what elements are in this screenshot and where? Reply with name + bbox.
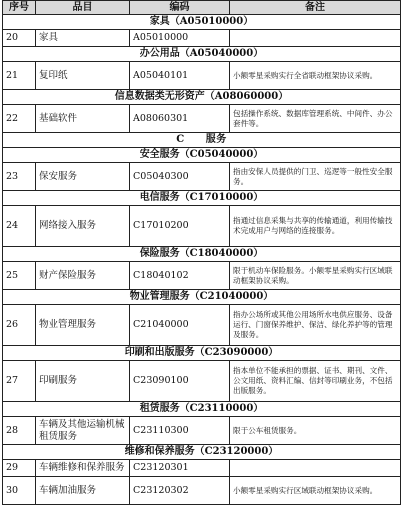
row-no: 21 <box>3 62 36 90</box>
row-item: 家具 <box>36 30 130 47</box>
section-row <box>3 346 401 361</box>
procurement-catalog-table <box>2 0 401 505</box>
row-no: 25 <box>3 262 36 290</box>
row-no: 23 <box>3 163 36 191</box>
section-row <box>3 90 401 105</box>
row-code: C23090100 <box>130 361 230 402</box>
section-row <box>3 47 401 62</box>
table-row <box>3 105 401 133</box>
row-code: C18040102 <box>130 262 230 290</box>
section-row <box>3 148 401 163</box>
row-no: 27 <box>3 361 36 402</box>
row-code: A08060301 <box>130 105 230 133</box>
header-no: 序号 <box>3 1 36 15</box>
row-item: 复印纸 <box>36 62 130 90</box>
row-note: 指通过信息采集与共享的传输通道，利用传输技术完成用户与网络的连接服务。 <box>230 206 401 247</box>
row-item: 网络接入服务 <box>36 206 130 247</box>
row-note: 指办公场所或其他公用场所水电供应服务、设备运行、门窗保养维护、保洁、绿化养护等的管理及服务。 <box>230 305 401 346</box>
row-item: 车辆及其他运输机械租赁服务 <box>36 417 130 445</box>
row-item: 车辆维修和保养服务 <box>36 460 130 477</box>
row-no: 20 <box>3 30 36 47</box>
table-row <box>3 305 401 346</box>
row-code: C21040000 <box>130 305 230 346</box>
section-title: 电信服务（C17010000） <box>3 191 401 206</box>
section-title: 印刷和出版服务（C23090000） <box>3 346 401 361</box>
section-row <box>3 290 401 305</box>
section-title: 办公用品（A05040000） <box>3 47 401 62</box>
row-item: 保安服务 <box>36 163 130 191</box>
section-title: 维修和保养服务（C23120000） <box>3 445 401 460</box>
category-row <box>3 133 401 148</box>
table-row <box>3 30 401 47</box>
row-code: C23110300 <box>130 417 230 445</box>
row-no: 28 <box>3 417 36 445</box>
table-row <box>3 417 401 445</box>
section-title: 家具（A05010000） <box>3 15 401 30</box>
section-row <box>3 15 401 30</box>
row-no: 24 <box>3 206 36 247</box>
row-item: 印刷服务 <box>36 361 130 402</box>
section-title: 租赁服务（C23110000） <box>3 402 401 417</box>
section-title: 安全服务（C05040000） <box>3 148 401 163</box>
row-note: 小额零星采购实行区域联动框架协议采购。 <box>230 477 401 505</box>
header-code: 编码 <box>130 1 230 15</box>
row-note <box>230 460 401 477</box>
row-no: 26 <box>3 305 36 346</box>
row-code: A05040101 <box>130 62 230 90</box>
table-row <box>3 477 401 505</box>
row-no: 29 <box>3 460 36 477</box>
row-code: C17010200 <box>130 206 230 247</box>
row-no: 22 <box>3 105 36 133</box>
section-row <box>3 247 401 262</box>
row-note: 限于机动车保险服务。小额零星采购实行区域联动框架协议采购。 <box>230 262 401 290</box>
table-row <box>3 460 401 477</box>
row-item: 物业管理服务 <box>36 305 130 346</box>
category-title: C 服务 <box>3 133 401 148</box>
section-title: 保险服务（C18040000） <box>3 247 401 262</box>
section-row <box>3 445 401 460</box>
table-row <box>3 163 401 191</box>
header-note: 备注 <box>230 1 401 15</box>
table-row <box>3 262 401 290</box>
table-row <box>3 206 401 247</box>
row-no: 30 <box>3 477 36 505</box>
section-row <box>3 402 401 417</box>
row-note: 小额零星采购实行全省联动框架协议采购。 <box>230 62 401 90</box>
row-note: 指本单位不能承担的票据、证书、期刊、文件、公文用纸、资料汇编、信封等印刷业务，不包括出版服务。 <box>230 361 401 402</box>
table-header-row <box>3 1 401 15</box>
section-row <box>3 191 401 206</box>
row-item: 财产保险服务 <box>36 262 130 290</box>
row-item: 基础软件 <box>36 105 130 133</box>
section-title: 物业管理服务（C21040000） <box>3 290 401 305</box>
section-title: 信息数据类无形资产（A08060000） <box>3 90 401 105</box>
table-row <box>3 361 401 402</box>
row-code: C23120302 <box>130 477 230 505</box>
row-item: 车辆加油服务 <box>36 477 130 505</box>
row-code: A05010000 <box>130 30 230 47</box>
row-code: C05040300 <box>130 163 230 191</box>
row-note: 指由安保人员提供的门卫、巡逻等一般性安全服务。 <box>230 163 401 191</box>
table-row <box>3 62 401 90</box>
row-code: C23120301 <box>130 460 230 477</box>
header-item: 品目 <box>36 1 130 15</box>
row-note: 限于公车租赁服务。 <box>230 417 401 445</box>
row-note <box>230 30 401 47</box>
row-note: 包括操作系统、数据库管理系统、中间件、办公套件等。 <box>230 105 401 133</box>
